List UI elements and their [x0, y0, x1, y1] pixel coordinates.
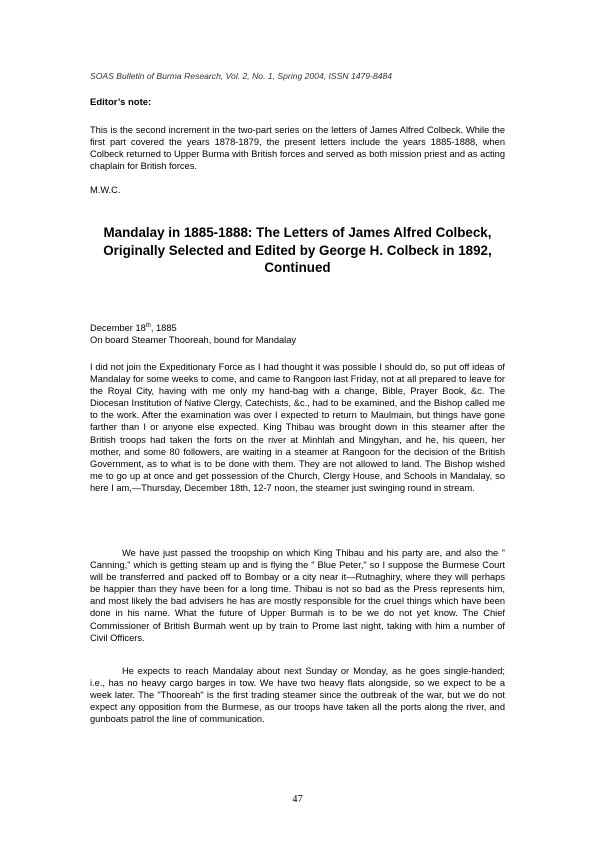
page-number: 47	[292, 794, 303, 805]
letter-dateline	[90, 322, 296, 346]
letter-date-day: December 18	[90, 323, 146, 333]
article-title-line: Continued	[264, 260, 331, 275]
letter-paragraph: I did not join the Expeditionary Force as I had thought it was possible I should do, so put off ideas of Mandalay for some weeks to come, and came to Rangoon last Friday, not at all prepared to leave for the Royal City, having with me only my hand-bag with a change, Bible, Prayer Book, &c. The Diocesan Institution of Native Clergy, Catechists, &c., had to be examined, and the Bishop called me to the work. After the examination was over I expected to return to Maulmain, but things have gone farther than I or anyone else expected. King Thibau was brought down in this steamer after the British troops had taken the forts on the river at Minhlah and Mingyhan, and he, his queen, her mother, and some 80 followers, are waiting in a steamer at Rangoon for the decision of the British Government, as to what is to be done with them. They are not allowed to land. The Bishop wished me to go up at once and get possession of the Church, Clergy House, and Schools in Mandalay, so here I am,—Thursday, December 18th, 12-7 noon, the steamer just swinging round in stream.	[90, 362, 505, 493]
editor-initials: M.W.C.	[90, 185, 121, 195]
editor-note-heading: Editor’s note:	[90, 97, 152, 108]
letter-date-ordinal: th	[145, 322, 151, 329]
letter-location: On board Steamer Thooreah, bound for Mandalay	[90, 335, 297, 345]
editor-note-body: This is the second increment in the two-part series on the letters of James Alfred Colbeck. While the first part covered the years 1878-1879, the present letters include the years 1885-1888, when Colbeck returned to Upper Burma with British forces and served as both mission priest and as acting chaplain for British forces.	[90, 125, 505, 172]
letter-paragraph: We have just passed the troopship on which King Thibau and his party are, and also the " Canning," which is getting steam up and is flying the " Blue Peter," so I suppose the Burmese Court will be transferred and packed off to Bombay or a city near it—Rutnaghiry, where they will perhaps be happier than they have been for a long time. Thibau is not so bad as the Press represents him, and most likely the bad advisers he has are mostly responsible for the cruel things which have been done in his name. What the future of Upper Burmah is to be we do not yet know. The Chief Commissioner of British Burmah went up by train to Prome last night, taking with him a number of Civil Officers.	[90, 548, 505, 643]
article-title-line: Originally Selected and Edited by George H. Colbeck in 1892,	[103, 242, 492, 258]
article-title	[70, 224, 525, 277]
letter-paragraph: He expects to reach Mandalay about next Sunday or Monday, as he goes single-handed; i.e., has no heavy cargo barges in tow. We have two heavy flats alongside, so we expect to be a week later. The "Thooreah" is the first trading steamer since the outbreak of the war, but we do not expect any opposition from the Burmese, as our troops have taken all the ports along the river, and gunboats patrol the line of communication.	[90, 666, 505, 725]
article-title-line: Mandalay in 1885-1888: The Letters of James Alfred Colbeck,	[103, 225, 492, 240]
letter-date-year: , 1885	[150, 323, 177, 333]
letter-date	[90, 322, 296, 334]
journal-citation-header: SOAS Bulletin of Burma Research, Vol. 2, No. 1, Spring 2004, ISSN 1479-8484	[90, 71, 393, 81]
